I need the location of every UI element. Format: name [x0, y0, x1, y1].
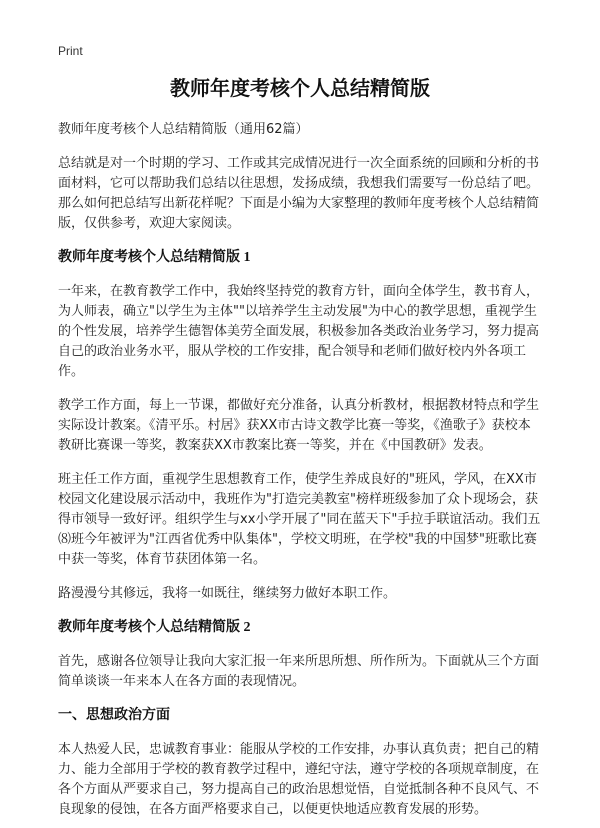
- section-2-subheading: 一、思想政治方面: [58, 708, 170, 723]
- section-2-sub-paragraph: 本人热爱人民，忠诚教育事业：能服从学校的工作安排，办事认真负责；把自己的精力、能力全部用于学校的教育教学过程中，遵纪守法，遵守学校的各项规章制度，在各个方面从严要求自己，努力提高自己的政治思想觉悟，自觉抵制各种不良风气、不良现象的侵蚀，在各方面严格要求自己，以便更快地适应教育发展的形势。: [58, 742, 540, 817]
- page-title: 教师年度考核个人总结精简版: [170, 78, 430, 100]
- intro-paragraph: 总结就是对一个时期的学习、工作或其完成情况进行一次全面系统的回顾和分析的书面材料，它可以帮助我们总结以往思想，发扬成绩，我想我们需要写一份总结了吧。那么如何把总结写出新花样呢？下面是小编为大家整理的教师年度考核个人总结精简版，仅供参考，欢迎大家阅读。: [58, 156, 540, 231]
- document-subtitle: 教师年度考核个人总结精简版（通用62篇）: [58, 122, 309, 137]
- section-1-paragraph: 班主任工作方面，重视学生思想教育工作，使学生养成良好的"班风，学风，在XX市校园文化建设展示活动中，我班作为"打造完美教室"榜样班级参加了众卜现场会，获得市领导一致好评。组织学生与xx小学开展了"同在蓝天下"手拉手联谊活动。我们五⑻班今年被评为"江西省优秀中队集体"，学校文明班，在学校"我的中国梦"班歌比赛中获一等奖，体育节获团体第一名。: [58, 472, 541, 567]
- section-1-paragraph: 路漫漫兮其修远，我将一如既往，继续努力做好本职工作。: [58, 586, 397, 601]
- section-1-heading: 教师年度考核个人总结精简版 1: [58, 250, 251, 265]
- section-1-paragraph: 教学工作方面，每上一节课，都做好充分准备，认真分析教材，根据教材特点和学生实际设计教案。《清平乐。村居》获XX市古诗文教学比赛一等奖，《渔歌子》获校本教研比赛课一等奖，教案获XX市教案比赛一等奖，并在《中国教研》发表。: [58, 398, 540, 453]
- section-2-paragraph: 首先，感谢各位领导让我向大家汇报一年来所思所想、所作所为。下面就从三个方面简单谈谈一年来本人在各方面的表现情况。: [58, 654, 540, 689]
- section-1-paragraph: 一年来，在教育教学工作中，我始终坚持党的教育方针，面向全体学生，教书育人，为人师表，确立"以学生为主体""以培养学生主动发展"为中心的教学思想，重视学生的个性发展，培养学生德智体美劳全面发展，积极参加各类政治业务学习，努力提高自己的政治业务水平，服从学校的工作安排，配合领导和老师们做好校内外各项工作。: [58, 284, 540, 379]
- section-2-heading: 教师年度考核个人总结精简版 2: [58, 620, 251, 635]
- print-link[interactable]: Print: [58, 44, 83, 58]
